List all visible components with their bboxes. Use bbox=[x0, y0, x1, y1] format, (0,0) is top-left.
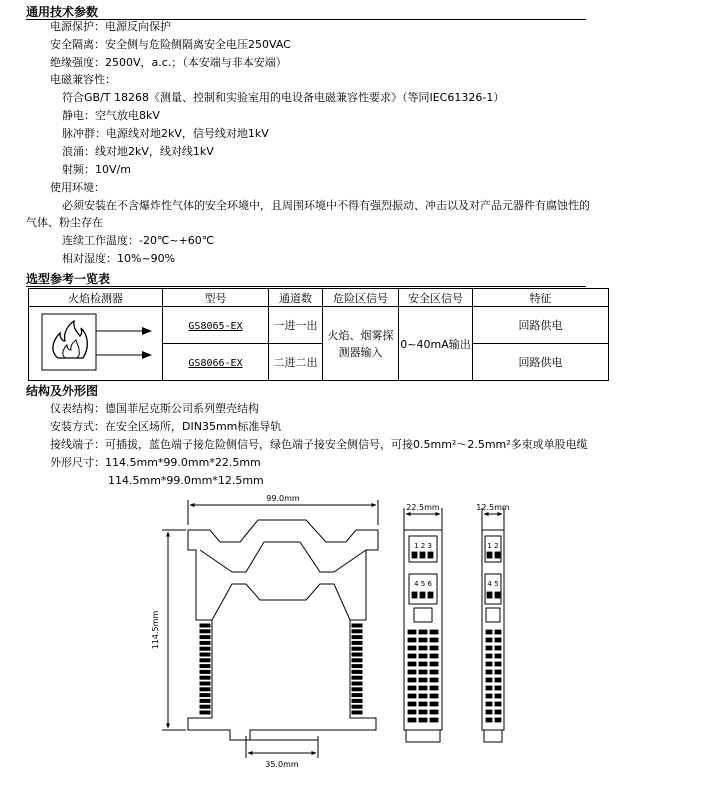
terminal-slot bbox=[408, 654, 416, 658]
spec-surge: 浪涌：线对地2kV，线对线1kV bbox=[62, 145, 214, 158]
housing-rib bbox=[200, 711, 210, 714]
housing-rib bbox=[352, 665, 362, 668]
spec-emc-label: 电磁兼容性： bbox=[50, 73, 116, 86]
terminal-slot bbox=[430, 694, 438, 698]
housing-rib bbox=[200, 699, 210, 702]
terminal-slot bbox=[419, 702, 427, 706]
terminal-slot bbox=[486, 654, 492, 658]
spec-emc-standard: 符合GB/T 18268《测量、控制和实验室用的电设备电磁兼容性要求》（等同IEC61326-1） bbox=[62, 91, 505, 104]
housing-rib bbox=[352, 694, 362, 697]
housing-rib bbox=[352, 688, 362, 691]
terminal-slot bbox=[495, 694, 501, 698]
terminal-slot bbox=[408, 678, 416, 682]
terminal-screw bbox=[420, 552, 425, 558]
narrow-view-terminals bbox=[486, 552, 501, 722]
spec-environment-label: 使用环境： bbox=[50, 181, 105, 194]
terminal-slot bbox=[495, 654, 501, 658]
terminal-screw bbox=[487, 592, 492, 598]
header-safe-signal: 安全区信号 bbox=[399, 289, 473, 307]
model-cell bbox=[163, 344, 269, 381]
terminal-slot bbox=[408, 662, 416, 666]
housing-rib bbox=[352, 659, 362, 662]
terminal-slot bbox=[495, 678, 501, 682]
terminal-screw bbox=[412, 592, 417, 598]
structure-dimensions-1: 外形尺寸：114.5mm*99.0mm*22.5mm bbox=[50, 456, 261, 469]
terminal-screw bbox=[412, 552, 417, 558]
spec-rf: 射频：10V/m bbox=[62, 163, 131, 176]
side-view bbox=[162, 500, 378, 758]
terminal-slot bbox=[430, 654, 438, 658]
model-name: GS8066-EX bbox=[188, 357, 243, 369]
terminal-slot bbox=[430, 702, 438, 706]
housing-ribs-right bbox=[352, 624, 362, 714]
terminal-slot bbox=[486, 646, 492, 650]
terminal-slot bbox=[486, 710, 492, 714]
terminal-slot bbox=[486, 702, 492, 706]
detector-image-cell bbox=[29, 307, 163, 381]
terminal-slot bbox=[495, 646, 501, 650]
terminal-slot bbox=[495, 638, 501, 642]
housing-rib bbox=[352, 711, 362, 714]
terminal-slot bbox=[486, 638, 492, 642]
section-heading-selection: 选型参考一览表 bbox=[26, 272, 111, 286]
spec-isolation: 安全隔离：安全侧与危险侧隔离安全电压250VAC bbox=[50, 38, 291, 51]
housing-rib bbox=[352, 653, 362, 656]
terminal-slot bbox=[419, 710, 427, 714]
housing-rib bbox=[200, 630, 210, 633]
housing-rib bbox=[352, 647, 362, 650]
dim-narrow-width-label: 12.5mm bbox=[476, 503, 510, 512]
terminal-slot bbox=[430, 686, 438, 690]
terminal-slot bbox=[408, 630, 416, 634]
channels-cell: 一进一出 bbox=[269, 307, 323, 344]
hazard-signal-cell: 火焰、烟雾探测器输入 bbox=[323, 307, 399, 381]
terminal-slot bbox=[430, 662, 438, 666]
terminal-slot bbox=[486, 630, 492, 634]
housing-rib bbox=[200, 705, 210, 708]
terminal-screw bbox=[495, 552, 500, 558]
model-cell bbox=[163, 307, 269, 344]
housing-rib bbox=[200, 636, 210, 639]
header-channels: 通道数 bbox=[269, 289, 323, 307]
dim-width-label: 99.0mm bbox=[266, 494, 300, 503]
dim-rail-label: 35.0mm bbox=[265, 760, 299, 769]
terminal-slot bbox=[430, 630, 438, 634]
feature-cell: 回路供电 bbox=[473, 307, 609, 344]
spec-esd: 静电：空气放电8kV bbox=[62, 109, 160, 122]
housing-rib bbox=[352, 670, 362, 673]
housing-rib bbox=[352, 699, 362, 702]
terminal-slot bbox=[495, 718, 501, 722]
terminal-slot bbox=[419, 654, 427, 658]
terminal-slot bbox=[419, 686, 427, 690]
selection-table bbox=[28, 288, 609, 381]
spec-environment-text-cont: 气体、粉尘存在 bbox=[26, 216, 103, 229]
outline-drawing bbox=[0, 490, 720, 790]
flame-detector-icon bbox=[36, 307, 156, 377]
structure-dimensions-2: 114.5mm*99.0mm*12.5mm bbox=[108, 474, 264, 487]
housing-rib bbox=[352, 624, 362, 627]
housing-rib bbox=[200, 641, 210, 644]
terminal-slot bbox=[486, 718, 492, 722]
terminal-slot bbox=[419, 662, 427, 666]
terminal-slot bbox=[486, 670, 492, 674]
structure-housing: 仪表结构：德国菲尼克斯公司系列塑壳结构 bbox=[50, 402, 259, 415]
housing-rib bbox=[200, 653, 210, 656]
housing-rib bbox=[352, 705, 362, 708]
section-rule bbox=[26, 286, 586, 287]
structure-terminals: 接线端子：可插拔，蓝色端子接危险侧信号，绿色端子接安全侧信号，可接0.5mm²～2.5mm²多束或单股电缆 bbox=[50, 438, 588, 451]
header-hazard-signal: 危险区信号 bbox=[323, 289, 399, 307]
table-row bbox=[29, 307, 609, 344]
terminal-slot bbox=[495, 670, 501, 674]
terminal-screw bbox=[487, 552, 492, 558]
terminal-slot bbox=[408, 638, 416, 642]
housing-rib bbox=[200, 676, 210, 679]
housing-rib bbox=[352, 630, 362, 633]
header-detector: 火焰检测器 bbox=[29, 289, 163, 307]
terminal-numbers-top-narrow: 1 2 bbox=[487, 542, 499, 550]
spec-humidity: 相对湿度：10%~90% bbox=[62, 252, 176, 265]
housing-rib bbox=[200, 694, 210, 697]
housing-ribs-left bbox=[200, 624, 210, 714]
terminal-slot bbox=[495, 630, 501, 634]
terminal-slot bbox=[408, 670, 416, 674]
spec-temperature: 连续工作温度：-20℃~+60℃ bbox=[62, 234, 215, 247]
housing-rib bbox=[352, 641, 362, 644]
terminal-slot bbox=[430, 638, 438, 642]
terminal-slot bbox=[486, 694, 492, 698]
terminal-slot bbox=[419, 678, 427, 682]
spec-insulation: 绝缘强度：2500V，a.c.；（本安端与非本安端） bbox=[50, 56, 287, 69]
housing-rib bbox=[200, 665, 210, 668]
safe-signal-cell: 0~40mA输出 bbox=[399, 307, 473, 381]
terminal-screw bbox=[420, 592, 425, 598]
housing-rib bbox=[200, 624, 210, 627]
spec-power-protection: 电源保护：电源反向保护 bbox=[50, 20, 171, 33]
terminal-slot bbox=[430, 710, 438, 714]
terminal-slot bbox=[408, 718, 416, 722]
feature-cell: 回路供电 bbox=[473, 344, 609, 381]
housing-rib bbox=[200, 670, 210, 673]
housing-rib bbox=[352, 682, 362, 685]
housing-rib bbox=[352, 636, 362, 639]
terminal-slot bbox=[419, 718, 427, 722]
dim-front-width-label: 22.5mm bbox=[406, 503, 440, 512]
terminal-slot bbox=[419, 630, 427, 634]
terminal-slot bbox=[486, 662, 492, 666]
terminal-slot bbox=[419, 638, 427, 642]
terminal-slot bbox=[486, 678, 492, 682]
terminal-slot bbox=[408, 686, 416, 690]
structure-mounting: 安装方式：在安全区场所，DIN35mm标准导轨 bbox=[50, 420, 282, 433]
terminal-slot bbox=[430, 646, 438, 650]
terminal-numbers-mid-narrow: 4 5 bbox=[487, 580, 499, 588]
terminal-numbers-mid: 4 5 6 bbox=[414, 580, 432, 588]
terminal-screw bbox=[428, 552, 433, 558]
housing-rib bbox=[352, 676, 362, 679]
section-heading-general: 通用技术参数 bbox=[26, 5, 99, 19]
housing-rib bbox=[200, 659, 210, 662]
terminal-slot bbox=[408, 702, 416, 706]
section-heading-structure: 结构及外形图 bbox=[26, 384, 99, 398]
terminal-slot bbox=[486, 686, 492, 690]
dim-height-label: 114.5mm bbox=[151, 610, 160, 650]
terminal-slot bbox=[408, 710, 416, 714]
terminal-slot bbox=[495, 710, 501, 714]
terminal-slot bbox=[495, 662, 501, 666]
terminal-slot bbox=[430, 678, 438, 682]
spec-environment-text: 必须安装在不含爆炸性气体的安全环境中，且周围环境中不得有强烈振动、冲击以及对产品元器件有腐蚀性的 bbox=[62, 199, 590, 212]
table-header-row bbox=[29, 289, 609, 307]
housing-rib bbox=[200, 647, 210, 650]
header-feature: 特征 bbox=[473, 289, 609, 307]
model-name: GS8065-EX bbox=[188, 320, 243, 332]
terminal-slot bbox=[495, 702, 501, 706]
terminal-slot bbox=[430, 718, 438, 722]
housing-rib bbox=[200, 682, 210, 685]
terminal-slot bbox=[430, 670, 438, 674]
terminal-slot bbox=[419, 670, 427, 674]
terminal-screw bbox=[495, 592, 500, 598]
terminal-slot bbox=[408, 646, 416, 650]
terminal-slot bbox=[408, 694, 416, 698]
terminal-slot bbox=[419, 646, 427, 650]
terminal-numbers-top: 1 2 3 bbox=[414, 542, 432, 550]
channels-cell: 二进二出 bbox=[269, 344, 323, 381]
housing-rib bbox=[200, 688, 210, 691]
front-view-terminals bbox=[408, 552, 438, 722]
header-model: 型号 bbox=[163, 289, 269, 307]
terminal-slot bbox=[419, 694, 427, 698]
terminal-screw bbox=[428, 592, 433, 598]
spec-burst: 脉冲群：电源线对地2kV，信号线对地1kV bbox=[62, 127, 269, 140]
terminal-slot bbox=[495, 686, 501, 690]
